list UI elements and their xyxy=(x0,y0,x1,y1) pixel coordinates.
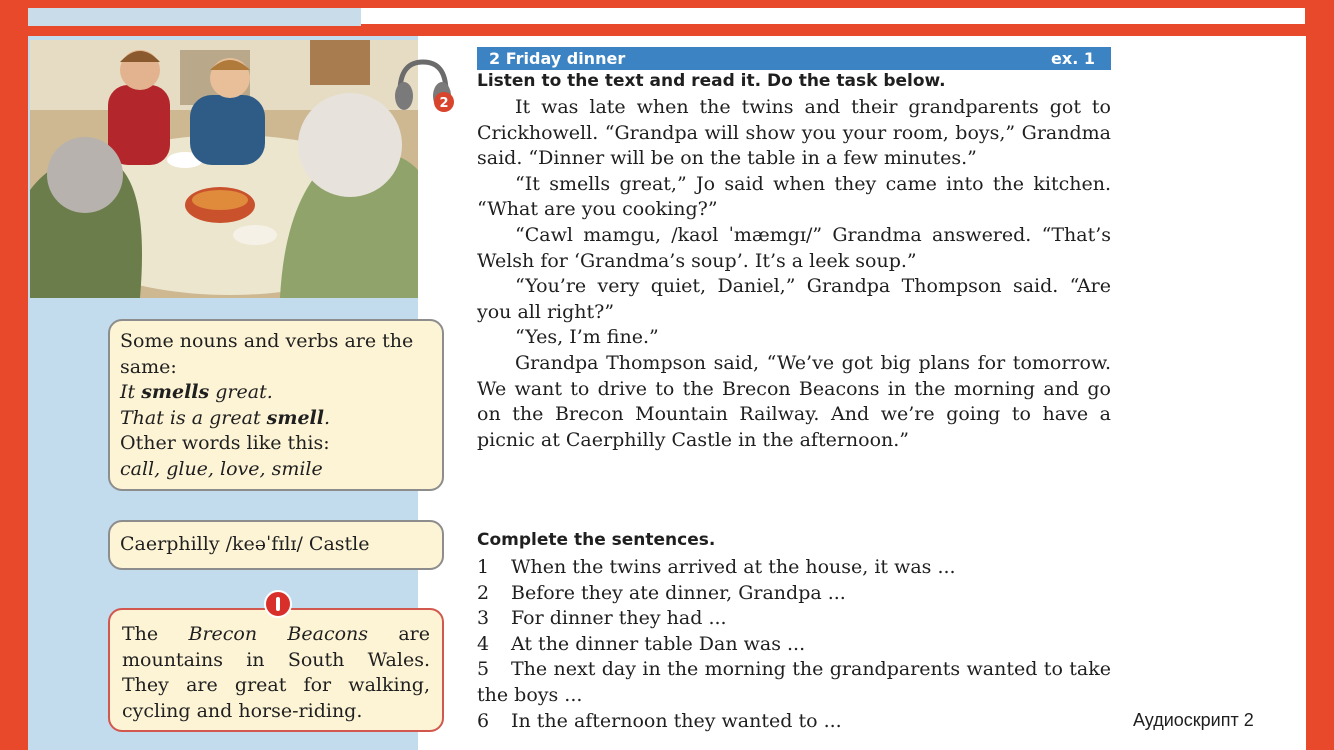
grammar-note-words xyxy=(120,457,432,483)
culture-note xyxy=(108,608,444,732)
lesson-title: 2 Friday dinner xyxy=(489,49,626,68)
task-item-text: The next day in the morning the grandparents wanted to take the boys ... xyxy=(477,658,1111,706)
textbook-page xyxy=(28,36,1306,750)
exercise-number: ex. 1 xyxy=(1051,49,1095,68)
task-item-number: 2 xyxy=(477,581,490,604)
story-paragraph: Grandpa Thompson said, “We’ve got big plans for tomorrow. We want to drive to the Brecon Beacons in the morning and go on the Brecon Mountain Railway. And we’re going to have a picnic at Caerphilly Castle in the afternoon.” xyxy=(477,351,1111,451)
audio-track-number: 2 xyxy=(439,96,449,111)
culture-note-end: are mountains in South Wales. They are great for walking, cycling and horse-riding. xyxy=(122,623,430,722)
example-1-keyword: smells xyxy=(141,381,210,403)
top-strip-left xyxy=(28,8,361,26)
pronunciation-note: Caerphilly /keəˈfɪlɪ/ Castle xyxy=(108,520,444,570)
grammar-example-1 xyxy=(120,380,432,406)
top-strip-right xyxy=(361,8,1305,24)
example-2-end: . xyxy=(323,406,331,429)
task-item-text: Before they ate dinner, Grandpa ... xyxy=(511,581,846,604)
example-1-start: It xyxy=(120,381,142,403)
audio-script-label[interactable]: Аудиоскрипт 2 xyxy=(1133,710,1254,730)
grammar-note xyxy=(108,319,444,491)
task-item xyxy=(477,657,1111,708)
culture-note-place: Brecon Beacons xyxy=(188,623,369,645)
example-2-keyword: smell xyxy=(266,406,324,429)
task-item-text: When the twins arrived at the house, it was ... xyxy=(511,556,956,578)
task-item-number: 6 xyxy=(477,709,490,732)
lesson-header xyxy=(477,47,1111,70)
task-item xyxy=(477,632,1111,658)
task-item-text: At the dinner table Dan was ... xyxy=(511,632,806,655)
story-paragraph: “It smells great,” Jo said when they came into the kitchen. “What are you cooking?” xyxy=(477,172,1111,221)
example-word-list: call, glue, love, smile xyxy=(120,457,323,480)
task-list xyxy=(477,555,1111,734)
example-1-end: great. xyxy=(209,381,273,403)
exercise-instruction: Listen to the text and read it. Do the task below. xyxy=(477,71,946,91)
task-item-number: 1 xyxy=(477,556,490,578)
task-item-number: 4 xyxy=(477,632,490,655)
dinner-photo xyxy=(30,40,418,298)
task-item xyxy=(477,555,1111,581)
task-item-text: In the afternoon they wanted to ... xyxy=(511,709,842,732)
story-paragraph: “Cawl mamgu, /kaʊl ˈmæmgɪ/” Grandma answered. “That’s Welsh for ‘Grandma’s soup’. It’s a leek soup.” xyxy=(477,223,1111,272)
headphones-audio-icon[interactable] xyxy=(390,54,456,118)
info-warning-icon xyxy=(264,590,292,618)
story-paragraph: “You’re very quiet, Daniel,” Grandpa Thompson said. “Are you all right?” xyxy=(477,275,1111,323)
task-item-number: 5 xyxy=(477,658,490,681)
story-paragraph: It was late when the twins and their grandparents got to Crickhowell. “Grandpa will show you your room, boys,” Grandma said. “Dinner will be on the table in a few minutes.” xyxy=(477,96,1111,170)
task-item-number: 3 xyxy=(477,607,490,630)
task-title: Complete the sentences. xyxy=(477,530,716,550)
culture-note-start: The xyxy=(122,623,189,645)
story-text xyxy=(477,95,1111,453)
story-paragraph: “Yes, I’m fine.” xyxy=(515,326,659,349)
grammar-note-line1: Some nouns and verbs are the xyxy=(120,330,414,352)
task-item xyxy=(477,606,1111,632)
example-2-start: That is a great xyxy=(120,406,267,429)
task-item xyxy=(477,709,1111,735)
task-item-text: For dinner they had ... xyxy=(511,607,727,630)
grammar-example-2 xyxy=(120,406,432,432)
grammar-note-line2: same: xyxy=(120,355,177,378)
grammar-note-line5: Other words like this: xyxy=(120,432,330,454)
task-item xyxy=(477,581,1111,607)
